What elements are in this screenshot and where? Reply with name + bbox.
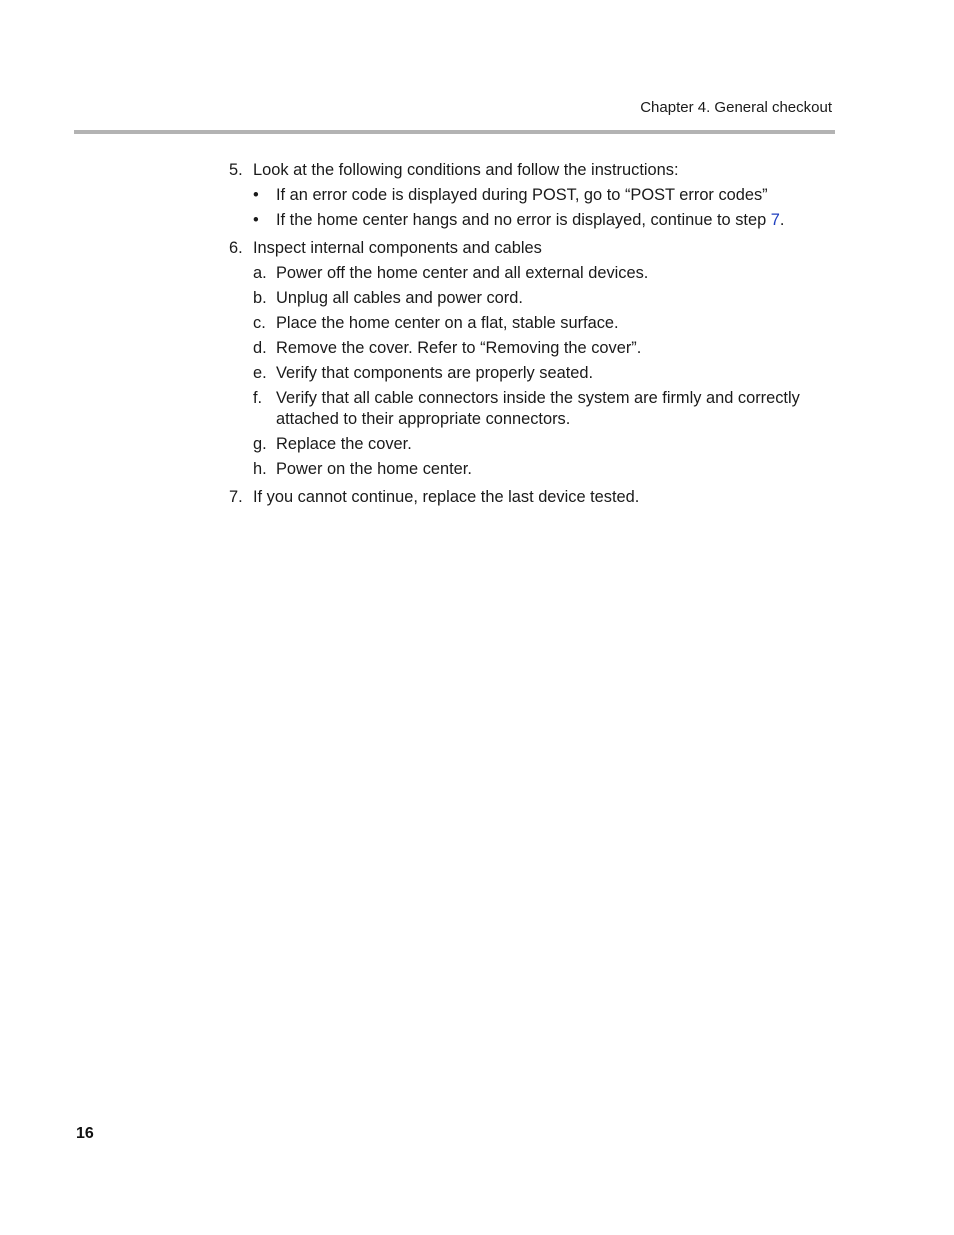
bullet-item: [253, 210, 829, 231]
substep-e: [253, 363, 829, 384]
procedure-list: [229, 160, 829, 515]
substep-text: Verify that all cable connectors inside the system are firmly and correctly attached to their appropriate connectors.: [276, 389, 800, 428]
step-text: Inspect internal components and cables: [253, 239, 542, 257]
bullet-text: If an error code is displayed during POST, go to “POST error codes”: [276, 186, 768, 204]
substep-marker: a.: [253, 264, 267, 282]
substep-b: [253, 288, 829, 309]
step-number: 7.: [229, 488, 243, 506]
bullet-item: [253, 185, 829, 206]
substep-d: [253, 338, 829, 359]
substep-marker: g.: [253, 435, 267, 453]
step-text: Look at the following conditions and follow the instructions:: [253, 161, 679, 179]
substep-g: [253, 434, 829, 455]
substep-text: Replace the cover.: [276, 435, 412, 453]
step-number: 6.: [229, 239, 243, 257]
step-7-link[interactable]: 7: [770, 211, 780, 229]
bullet-icon: •: [253, 186, 259, 204]
substep-text: Power on the home center.: [276, 460, 472, 478]
substep-text: Power off the home center and all external devices.: [276, 264, 649, 282]
substep-marker: f.: [253, 389, 263, 407]
bullet-icon: •: [253, 211, 259, 229]
step-6: [229, 238, 829, 480]
substep-text: Unplug all cables and power cord.: [276, 289, 523, 307]
substep-marker: h.: [253, 460, 267, 478]
substep-a: [253, 263, 829, 284]
substep-h: [253, 459, 829, 480]
step-number: 5.: [229, 161, 243, 179]
substep-f: [253, 388, 829, 430]
page-number: 16: [76, 1125, 94, 1142]
step-text: If you cannot continue, replace the last device tested.: [253, 488, 640, 506]
substep-marker: e.: [253, 364, 267, 382]
bullet-text-end: .: [779, 211, 785, 229]
substep-marker: b.: [253, 289, 267, 307]
substep-text: Verify that components are properly seated.: [276, 364, 594, 382]
substep-text: Place the home center on a flat, stable surface.: [276, 314, 619, 332]
step-7: [229, 487, 829, 508]
step-5: [229, 160, 829, 231]
substep-marker: c.: [253, 314, 266, 332]
substep-marker: d.: [253, 339, 267, 357]
bullet-text: If the home center hangs and no error is displayed, continue to step: [276, 211, 771, 229]
substep-c: [253, 313, 829, 334]
substep-text: Remove the cover. Refer to “Removing the cover”.: [276, 339, 642, 357]
header-rule: [74, 130, 835, 134]
running-header: Chapter 4. General checkout: [640, 99, 832, 116]
